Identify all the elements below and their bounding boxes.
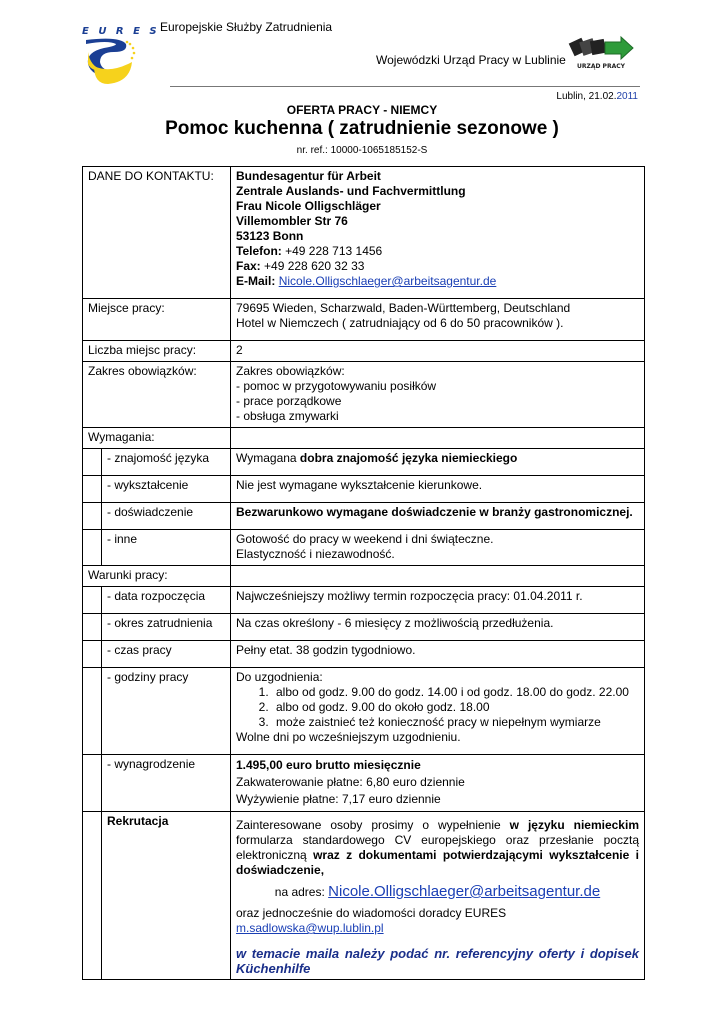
row-positions	[83, 341, 645, 362]
hours-label: - godziny pracy	[102, 668, 231, 755]
header-divider	[170, 86, 640, 87]
positions-value: 2	[231, 341, 645, 362]
header-org-eures: Europejskie Służby Zatrudnienia	[160, 20, 333, 34]
list-item: 1. albo od godz. 9.00 do godz. 14.00 i od godz. 18.00 do godz. 22.00	[272, 685, 639, 700]
row-conditions-header	[83, 566, 645, 587]
reference-number: nr. ref.: 10000-1065185152-S	[296, 145, 428, 156]
education-value: Nie jest wymagane wykształcenie kierunkowe.	[231, 476, 645, 503]
start-value: Najwcześniejszy możliwy termin rozpoczęcia pracy: 01.04.2011 r.	[231, 587, 645, 614]
language-value: Wymagana dobra znajomość języka niemieckiego	[231, 449, 645, 476]
other-label: - inne	[102, 530, 231, 566]
row-salary	[83, 755, 645, 812]
eures-advisor-email-link[interactable]: m.sadlowska@wup.lublin.pl	[236, 921, 384, 935]
list-item: - pomoc w przygotowywaniu posiłków	[236, 379, 437, 393]
recruitment-label: Rekrutacja	[102, 812, 231, 980]
list-item: 3. może zaistnieć też konieczność pracy w niepełnym wymiarze	[272, 715, 639, 730]
list-item: - prace porządkowe	[236, 394, 342, 408]
experience-label: - doświadczenie	[102, 503, 231, 530]
eures-logo-text: E U R E S	[82, 26, 160, 37]
document-date: Lublin, 21.02.2011	[556, 91, 638, 102]
time-label: - czas pracy	[102, 641, 231, 668]
period-value: Na czas określony - 6 miesięcy z możliwością przedłużenia.	[231, 614, 645, 641]
period-label: - okres zatrudnienia	[102, 614, 231, 641]
hours-value: Do uzgodnienia: 1. albo od godz. 9.00 do godz. 14.00 i od godz. 18.00 do godz. 22.00 2. albo od godz. 9.00 do około godz. 18.00 3. może zaistnieć też konieczność pracy w niepełnym wymiarze Wolne dni po wcześniejszym uzgodnieniu.	[231, 668, 645, 755]
requirements-label: Wymagania:	[83, 428, 231, 449]
education-label: - wykształcenie	[102, 476, 231, 503]
recruitment-email-link[interactable]: Nicole.Olligschlaeger@arbeitsagentur.de	[328, 883, 601, 900]
header-org-regional: Wojewódzki Urząd Pracy w Lublinie	[376, 53, 566, 67]
row-education	[83, 476, 645, 503]
row-contact	[83, 167, 645, 299]
subject-note: w temacie maila należy podać nr. referencyjny oferty i dopisek Küchenhilfe	[236, 946, 639, 976]
workplace-value: 79695 Wieden, Scharzwald, Baden-Württemberg, Deutschland Hotel w Niemczech ( zatrudniający od 6 do 50 pracowników ).	[231, 299, 645, 341]
row-requirements-header	[83, 428, 645, 449]
row-experience	[83, 503, 645, 530]
workplace-label: Miejsce pracy:	[83, 299, 231, 341]
contact-details: Bundesagentur für Arbeit Zentrale Auslands- und Fachvermittlung Frau Nicole Olligschläger Villemombler Str 76 53123 Bonn Telefon: +49 228 713 1456 Fax: +49 228 620 32 33 E-Mail: Nicole.Olligschlaeger@arbeitsagentur.de	[231, 167, 645, 299]
salary-label: - wynagrodzenie	[102, 755, 231, 812]
row-recruitment	[83, 812, 645, 980]
salary-value: 1.495,00 euro brutto miesięcznie Zakwaterowanie płatne: 6,80 euro dziennie Wyżywienie płatne: 7,17 euro dziennie	[231, 755, 645, 812]
duties-value: Zakres obowiązków: - pomoc w przygotowywaniu posiłków - prace porządkowe - obsługa zmywarki	[231, 362, 645, 428]
row-workplace	[83, 299, 645, 341]
up-logo-text: URZĄD PRACY	[577, 63, 625, 70]
list-item: 2. albo od godz. 9.00 do około godz. 18.00	[272, 700, 639, 715]
row-period	[83, 614, 645, 641]
row-start	[83, 587, 645, 614]
positions-label: Liczba miejsc pracy:	[83, 341, 231, 362]
job-title: Pomoc kuchenna ( zatrudnienie sezonowe )	[165, 118, 559, 139]
contact-label: DANE DO KONTAKTU:	[83, 167, 231, 299]
urzad-pracy-logo	[565, 34, 635, 74]
contact-email-link[interactable]: Nicole.Olligschlaeger@arbeitsagentur.de	[278, 274, 497, 288]
eures-logo	[80, 22, 160, 88]
offer-heading: OFERTA PRACY - NIEMCY	[286, 103, 438, 117]
start-label: - data rozpoczęcia	[102, 587, 231, 614]
language-label: - znajomość języka	[102, 449, 231, 476]
time-value: Pełny etat. 38 godzin tygodniowo.	[231, 641, 645, 668]
experience-value: Bezwarunkowo wymagane doświadczenie w branży gastronomicznej.	[231, 503, 645, 530]
row-language	[83, 449, 645, 476]
row-duties	[83, 362, 645, 428]
offer-table	[82, 166, 645, 980]
row-time	[83, 641, 645, 668]
conditions-label: Warunki pracy:	[83, 566, 231, 587]
row-other	[83, 530, 645, 566]
arrow-cards-icon	[569, 37, 633, 59]
list-item: - obsługa zmywarki	[236, 409, 339, 423]
duties-label: Zakres obowiązków:	[83, 362, 231, 428]
recruitment-value: Zainteresowane osoby prosimy o wypełnienie w języku niemieckim formularza standardowego CV europejskiego oraz przesłanie pocztą elektroniczną wraz z dokumentami potwierdzającymi wykształcenie i doświadczenie, na adres: Nicole.Olligschlaeger@arbeitsagentur.de oraz jednocześnie do wiadomości doradcy EURES m.sadlowska@wup.lublin.pl w temacie maila należy podać nr. referencyjny oferty i dopisek Küchenhilfe	[231, 812, 645, 980]
other-value: Gotowość do pracy w weekend i dni świąteczne. Elastyczność i niezawodność.	[231, 530, 645, 566]
row-hours	[83, 668, 645, 755]
